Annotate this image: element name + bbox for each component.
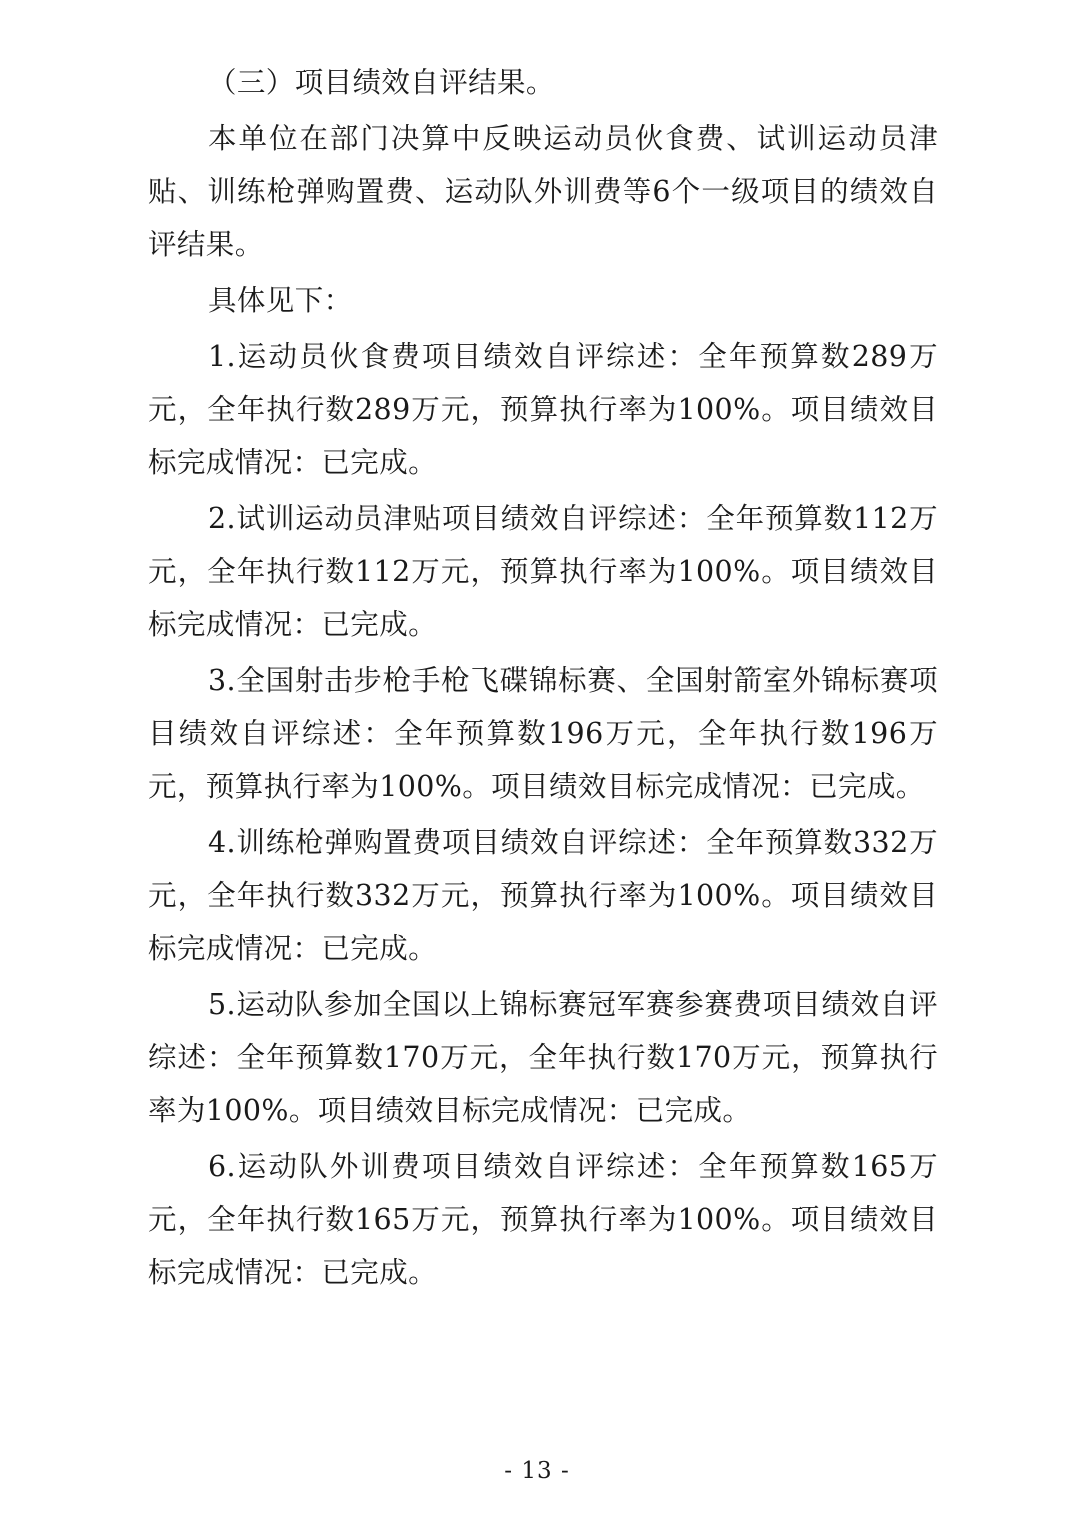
paragraph-intro: 本单位在部门决算中反映运动员伙食费、试训运动员津贴、训练枪弹购置费、运动队外训费等6个一级项目的绩效自评结果。	[148, 122, 938, 261]
paragraph-item-5: 5.运动队参加全国以上锦标赛冠军赛参赛费项目绩效自评综述：全年预算数170万元，全年执行数170万元，预算执行率为100%。项目绩效目标完成情况：已完成。	[148, 988, 938, 1127]
page-number: - 13 -	[504, 1458, 570, 1484]
paragraph-item-2: 2.试训运动员津贴项目绩效自评综述：全年预算数112万元，全年执行数112万元，预算执行率为100%。项目绩效目标完成情况：已完成。	[148, 502, 938, 641]
paragraph-details-lead: 具体见下：	[208, 284, 353, 317]
paragraph-item-3: 3.全国射击步枪手枪飞碟锦标赛、全国射箭室外锦标赛项目绩效自评综述：全年预算数196万元，全年执行数196万元，预算执行率为100%。项目绩效目标完成情况：已完成。	[148, 664, 938, 803]
paragraph-item-1: 1.运动员伙食费项目绩效自评综述：全年预算数289万元，全年执行数289万元，预算执行率为100%。项目绩效目标完成情况：已完成。	[148, 340, 938, 479]
document-body	[148, 56, 938, 1302]
section-heading: （三）项目绩效自评结果。	[208, 66, 555, 99]
paragraph-item-6: 6.运动队外训费项目绩效自评综述：全年预算数165万元，全年执行数165万元，预算执行率为100%。项目绩效目标完成情况：已完成。	[148, 1150, 938, 1289]
paragraph-item-4: 4.训练枪弹购置费项目绩效自评综述：全年预算数332万元，全年执行数332万元，预算执行率为100%。项目绩效目标完成情况：已完成。	[148, 826, 938, 965]
